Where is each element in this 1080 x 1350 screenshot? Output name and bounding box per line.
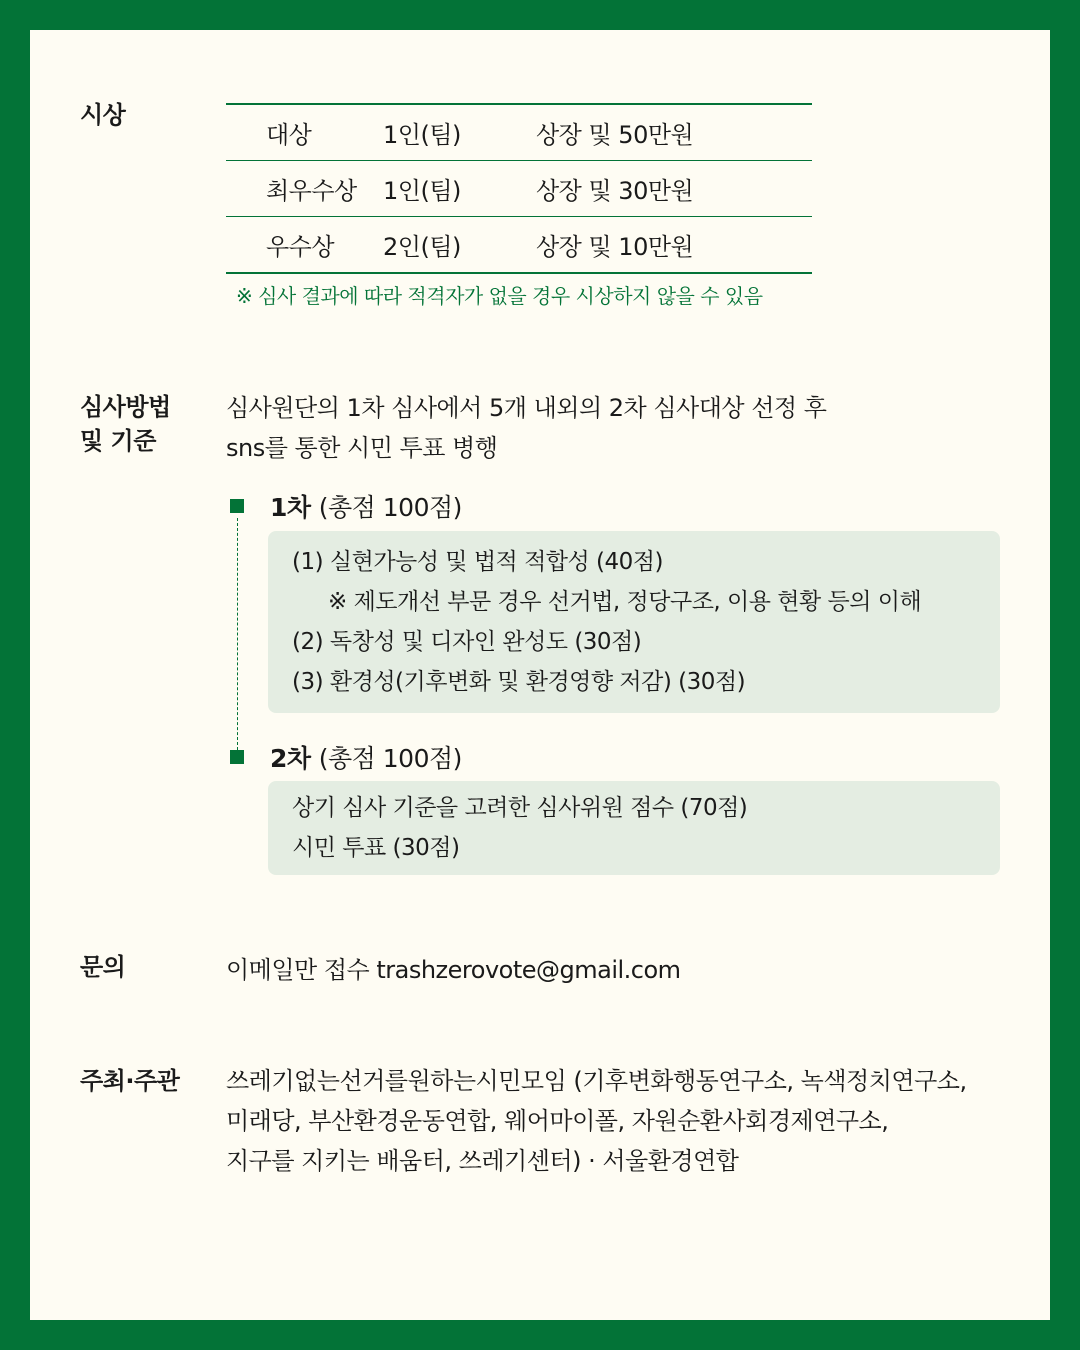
contact-label: 문의	[80, 953, 126, 981]
contact-text: 이메일만 접수 trashzerovote@gmail.com	[226, 956, 681, 984]
list-item: (2) 독창성 및 디자인 완성도 (30점)	[292, 629, 642, 655]
judging-label	[80, 390, 171, 458]
round1-title-main: 1차	[270, 493, 311, 522]
award-count: 1인(팀)	[383, 121, 461, 149]
award-prize: 상장 및 30만원	[536, 177, 694, 205]
award-prize: 상장 및 10만원	[536, 233, 694, 261]
round2-bullet-icon	[230, 750, 244, 764]
round2-title-main: 2차	[270, 744, 311, 773]
award-name: 우수상	[266, 233, 335, 261]
list-item: ※ 제도개선 부문 경우 선거법, 정당구조, 이용 현황 등의 이해	[328, 589, 922, 615]
awards-note: ※ 심사 결과에 따라 적격자가 없을 경우 시상하지 않을 수 있음	[236, 284, 763, 308]
host-line1: 쓰레기없는선거를원하는시민모임 (기후변화행동연구소, 녹색정치연구소,	[226, 1067, 967, 1095]
judging-intro-line2: sns를 통한 시민 투표 병행	[226, 434, 498, 462]
host-info	[226, 1061, 967, 1181]
judging-label-line1: 심사방법	[80, 393, 171, 421]
timeline-dashed-line	[237, 518, 238, 750]
table-row	[226, 160, 812, 216]
award-count: 2인(팀)	[383, 233, 461, 261]
list-item: 상기 심사 기준을 고려한 심사위원 점수 (70점)	[292, 795, 748, 821]
host-label: 주최·주관	[80, 1067, 180, 1095]
award-prize: 상장 및 50만원	[536, 121, 694, 149]
table-row	[226, 105, 812, 160]
round1-bullet-icon	[230, 499, 244, 513]
round2-criteria-box	[268, 781, 1000, 875]
judging-label-line2: 및 기준	[80, 427, 156, 455]
table-row	[226, 216, 812, 272]
list-item: 시민 투표 (30점)	[292, 835, 460, 861]
round1-title-sub: (총점 100점)	[318, 493, 462, 522]
round1-title	[270, 488, 462, 524]
content-card	[30, 30, 1050, 1320]
round2-title-sub: (총점 100점)	[318, 744, 462, 773]
round1-criteria-box	[268, 531, 1000, 713]
judging-intro	[226, 388, 826, 468]
judging-intro-line1: 심사원단의 1차 심사에서 5개 내외의 2차 심사대상 선정 후	[226, 394, 827, 422]
round2-title	[270, 739, 462, 775]
awards-label: 시상	[80, 101, 126, 129]
awards-table	[226, 103, 812, 274]
list-item: (3) 환경성(기후변화 및 환경영향 저감) (30점)	[292, 669, 746, 695]
contact-info	[226, 950, 681, 990]
host-line2: 미래당, 부산환경운동연합, 웨어마이폴, 자원순환사회경제연구소,	[226, 1107, 889, 1135]
list-item: (1) 실현가능성 및 법적 적합성 (40점)	[292, 549, 663, 575]
award-count: 1인(팀)	[383, 177, 461, 205]
host-line3: 지구를 지키는 배움터, 쓰레기센터) · 서울환경연합	[226, 1147, 739, 1175]
award-name: 최우수상	[266, 177, 357, 205]
award-name: 대상	[266, 121, 312, 149]
